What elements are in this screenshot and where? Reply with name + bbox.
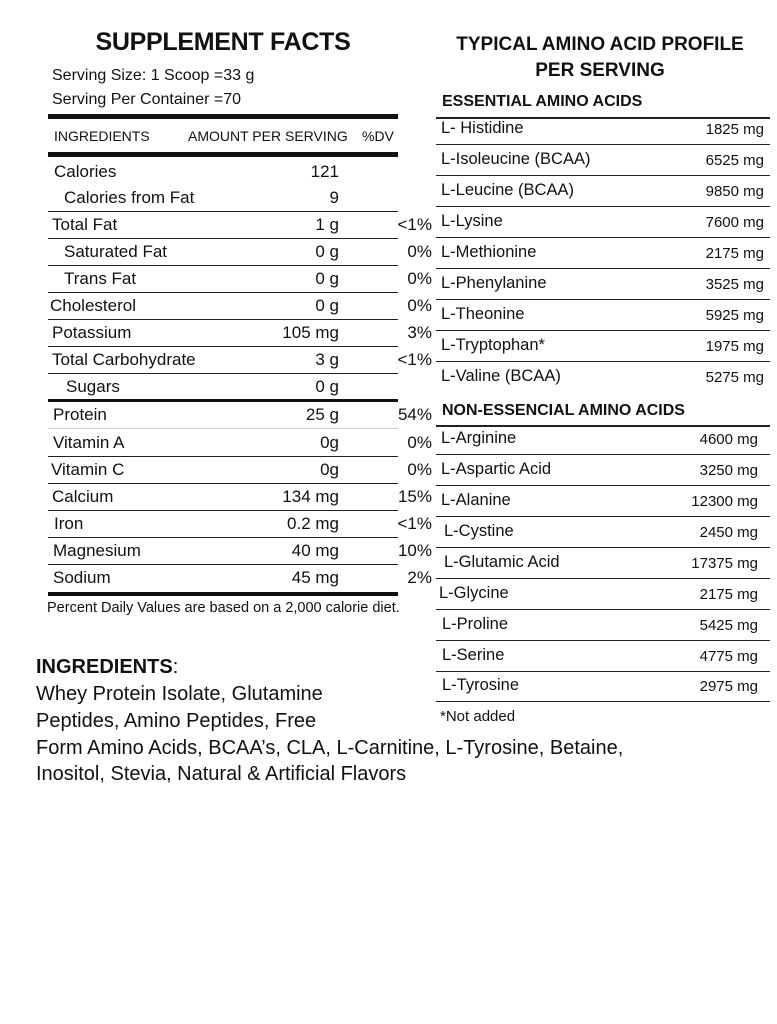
header-ingredients: INGREDIENTS [54,128,150,144]
table-row: Iron 0.2 mg <1% [48,511,398,538]
table-row: Total Fat 1 g <1% [48,212,398,239]
ingredients-line: Inositol, Stevia, Natural & Artificial Flavors [36,763,407,785]
amino-profile-title: TYPICAL AMINO ACID PROFILE PER SERVING [456,34,744,81]
header-amount: AMOUNT PER SERVING [188,128,348,144]
essential-section-title: ESSENTIAL AMINO ACIDS [442,93,643,110]
list-item: L-Arginine 4600 mg [436,424,770,455]
table-row: Calcium 134 mg 15% [48,484,398,511]
table-row: Protein 25 g 54% [48,402,398,429]
not-added-note: *Not added [440,708,516,725]
ingredients-line: Whey Protein Isolate, Glutamine [36,683,323,705]
list-item: L-Alanine 12300 mg [436,486,770,517]
bottom-divider [48,592,398,596]
ingredients-line: Peptides, Amino Peptides, Free [36,710,317,732]
table-row: Total Carbohydrate 3 g <1% [48,347,398,374]
list-item: L-Theonine 5925 mg [436,300,770,331]
header-dv: %DV [362,128,394,144]
list-item: L-Lysine 7600 mg [436,207,770,238]
daily-value-footnote: Percent Daily Values are based on a 2,000 calorie diet. [47,600,400,616]
list-item: L-Tryptophan* 1975 mg [436,331,770,362]
table-row: Calories 121 [54,162,339,181]
list-item: L-Phenylanine 3525 mg [436,269,770,300]
list-item: L-Glutamic Acid 17375 mg [436,548,770,579]
top-divider [48,114,398,119]
list-item: L-Isoleucine (BCAA) 6525 mg [436,145,770,176]
ingredients-line: Form Amino Acids, BCAA’s, CLA, L-Carnitine, L-Tyrosine, Betaine, [36,737,624,759]
list-item: L-Valine (BCAA) 5275 mg [441,367,764,386]
list-item: L-Methionine 2175 mg [436,238,770,269]
nonessential-section-title: NON-ESSENCIAL AMINO ACIDS [442,402,685,419]
table-row: Vitamin C 0g 0% [48,457,398,484]
table-row: Sugars 0 g [66,377,339,396]
list-item: L-Leucine (BCAA) 9850 mg [436,176,770,207]
ingredients-colon: : [172,656,179,678]
list-item: L-Tyrosine 2975 mg [436,671,770,702]
list-item: L-Serine 4775 mg [436,641,770,672]
list-item: L-Glycine 2175 mg [436,579,770,610]
servings-per-container: Serving Per Container =70 [52,91,241,108]
list-item: L-Cystine 2450 mg [436,517,770,548]
list-item: L- Histidine 1825 mg [436,114,770,145]
table-row: Potassium 105 mg 3% [48,320,398,347]
header-divider [48,152,398,157]
supplement-facts-title: SUPPLEMENT FACTS [95,28,351,56]
table-row: Trans Fat 0 g 0% [48,266,398,293]
ingredients-title: INGREDIENTS [36,656,173,678]
list-item: L-Aspartic Acid 3250 mg [436,455,770,486]
table-row: Vitamin A 0g 0% [48,430,398,457]
ingredients-heading [36,656,178,679]
table-row: Magnesium 40 mg 10% [48,538,398,565]
table-row: Cholesterol 0 g 0% [48,293,398,320]
table-row: Calories from Fat 9 [48,185,398,212]
list-item: L-Proline 5425 mg [436,610,770,641]
serving-size: Serving Size: 1 Scoop =33 g [52,67,255,84]
table-row: Saturated Fat 0 g 0% [48,239,398,266]
table-row: Sodium 45 mg 2% [53,568,432,587]
